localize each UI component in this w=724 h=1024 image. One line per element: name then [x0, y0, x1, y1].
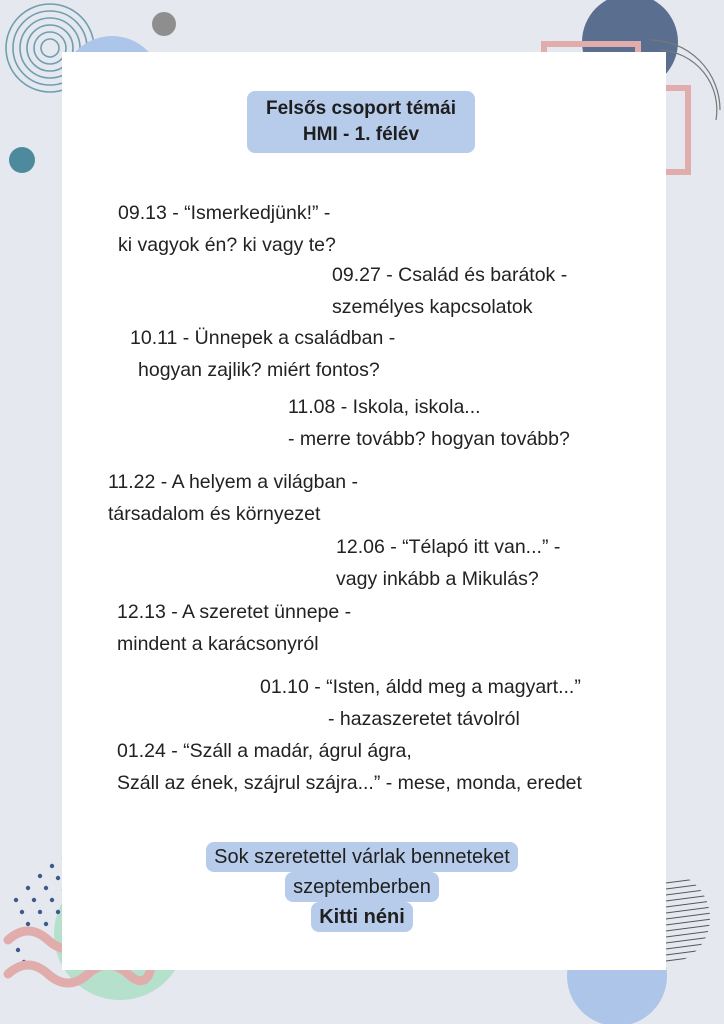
entry-line: 12.13 - A szeretet ünnepe -: [117, 601, 352, 623]
entry-line: - hazaszeretet távolról: [328, 708, 520, 730]
header-title: Felsős csoport témái: [265, 98, 457, 119]
entry-line: 09.27 - Család és barátok -: [332, 264, 568, 286]
entry-line: 11.22 - A helyem a világban -: [108, 471, 359, 493]
teal-dot: [9, 147, 35, 173]
list-item: [117, 596, 351, 660]
entry-line: 11.08 - Iskola, iskola...: [288, 396, 481, 418]
entry-line: vagy inkább a Mikulás?: [336, 568, 539, 590]
closing-line: Sok szeretettel várlak benneteket: [206, 842, 518, 872]
list-item: [332, 259, 567, 323]
list-item: [288, 391, 570, 455]
entry-line: - merre tovább? hogyan tovább?: [288, 428, 570, 450]
list-item: [108, 466, 358, 530]
list-item: [118, 197, 336, 261]
entry-line: Száll az ének, szájrul szájra...” - mese, monda, eredet: [117, 772, 582, 794]
entry-line: társadalom és környezet: [108, 503, 321, 525]
entry-line: mindent a karácsonyról: [117, 633, 319, 655]
list-item: [336, 531, 560, 595]
gray-dot: [152, 12, 176, 36]
entry-line: ki vagyok én? ki vagy te?: [118, 234, 336, 256]
list-item: [130, 322, 395, 386]
closing-message: [0, 842, 724, 932]
entry-line: 01.10 - “Isten, áldd meg a magyart...”: [260, 676, 581, 698]
closing-line: szeptemberben: [285, 872, 439, 902]
entry-line: 01.24 - “Száll a madár, ágrul ágra,: [117, 740, 412, 762]
entry-line: személyes kapcsolatok: [332, 296, 533, 318]
entry-line: 12.06 - “Télapó itt van...” -: [336, 536, 561, 558]
signature: Kitti néni: [311, 902, 413, 932]
list-item: [117, 735, 582, 799]
entry-line: hogyan zajlik? miért fontos?: [138, 359, 380, 381]
list-item: [260, 671, 581, 735]
header-label: [247, 91, 475, 153]
header-subtitle: HMI - 1. félév: [302, 124, 420, 145]
entry-line: 10.11 - Ünnepek a családban -: [130, 327, 396, 349]
entry-line: 09.13 - “Ismerkedjünk!” -: [118, 202, 331, 224]
